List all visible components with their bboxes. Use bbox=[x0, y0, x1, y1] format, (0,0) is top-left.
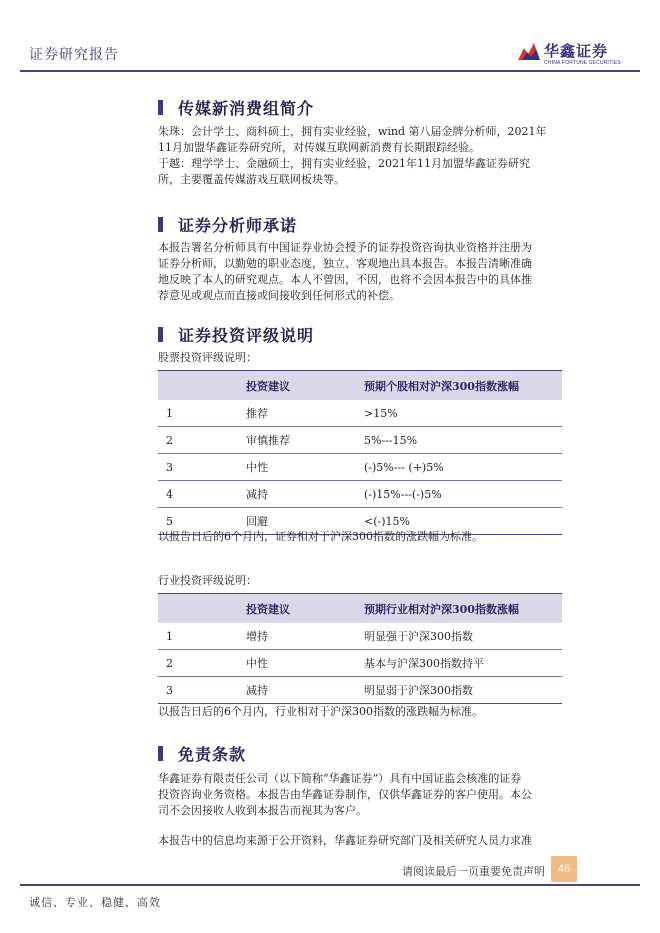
table-cell: (-)5%--- (+)5% bbox=[364, 454, 562, 481]
table-cell: 明显弱于沪深300指数 bbox=[364, 677, 562, 704]
section-title-text: 传媒新消费组简介 bbox=[178, 99, 315, 118]
text-line: 本报告署名分析师具有中国证券业协会授予的证券投资咨询执业资格并注册为 bbox=[158, 241, 532, 254]
table-header-row bbox=[158, 371, 562, 401]
table-cell: 中性 bbox=[246, 650, 364, 677]
text-line: 朱珠：会计学士、商科硕士，拥有实业经验，wind 第八届金牌分析师，2021年 bbox=[158, 125, 547, 138]
table-cell: 减持 bbox=[246, 677, 364, 704]
section-title-text: 免责条款 bbox=[178, 745, 247, 764]
table-header-cell: 投资建议 bbox=[246, 594, 364, 624]
table-cell: 1 bbox=[158, 400, 246, 427]
disclaimer-paragraph bbox=[158, 771, 563, 819]
section-marker bbox=[158, 327, 163, 342]
table-row bbox=[158, 623, 562, 650]
table-cell: 2 bbox=[158, 427, 246, 454]
table-cell: 基本与沪深300指数持平 bbox=[364, 650, 562, 677]
section-marker bbox=[158, 100, 163, 115]
stock-rating-note: 以报告日后的6个月内，证券相对于沪深300指数的涨跌幅为标准。 bbox=[158, 530, 483, 543]
table-cell: 增持 bbox=[246, 623, 364, 650]
table-row bbox=[158, 454, 562, 481]
text-line: 华鑫证券有限责任公司（以下简称“华鑫证券”）具有中国证监会核准的证券 bbox=[158, 772, 522, 785]
table-cell: 5 bbox=[158, 508, 246, 535]
table-cell: 回避 bbox=[246, 508, 364, 535]
stock-rating-table bbox=[158, 370, 562, 535]
table-cell: (-)15%---(-)5% bbox=[364, 481, 562, 508]
footer-divider bbox=[20, 884, 640, 886]
table-header-cell bbox=[158, 594, 246, 624]
company-logo bbox=[516, 40, 626, 68]
section-title-rating bbox=[158, 323, 314, 346]
table-cell: 推荐 bbox=[246, 400, 364, 427]
table-cell: 审慎推荐 bbox=[246, 427, 364, 454]
table-cell: 3 bbox=[158, 454, 246, 481]
header-divider bbox=[20, 70, 640, 72]
table-cell: 1 bbox=[158, 623, 246, 650]
section-title-team bbox=[158, 96, 314, 119]
section-title-commitment bbox=[158, 213, 297, 236]
text-line: 11月加盟华鑫证券研究所，对传媒互联网新消费有长期跟踪经验。 bbox=[158, 141, 480, 154]
text-line: 所，主要覆盖传媒游戏互联网板块等。 bbox=[158, 173, 345, 186]
table-row bbox=[158, 677, 562, 704]
table-header-cell: 预期行业相对沪深300指数涨幅 bbox=[364, 594, 562, 624]
text-line: 投资咨询业务资格。本报告由华鑫证券制作，仅供华鑫证券的客户使用。本公 bbox=[158, 788, 532, 801]
table-cell: 中性 bbox=[246, 454, 364, 481]
text-line: 本报告中的信息均来源于公开资料，华鑫证券研究部门及相关研究人员力求准 bbox=[158, 834, 532, 847]
table-cell: >15% bbox=[364, 400, 562, 427]
section-title-text: 证券投资评级说明 bbox=[178, 326, 315, 345]
disclaimer-reminder: 请阅读最后一页重要免责声明 bbox=[402, 865, 545, 878]
table-row bbox=[158, 481, 562, 508]
industry-rating-label: 行业投资评级说明： bbox=[158, 574, 257, 587]
table-cell: 减持 bbox=[246, 481, 364, 508]
table-header-row bbox=[158, 594, 562, 624]
section-title-text: 证券分析师承诺 bbox=[178, 216, 298, 235]
table-row bbox=[158, 427, 562, 454]
table-cell: 5%---15% bbox=[364, 427, 562, 454]
stock-rating-label: 股票投资评级说明： bbox=[158, 351, 257, 364]
table-row bbox=[158, 650, 562, 677]
table-row bbox=[158, 400, 562, 427]
table-cell: 明显强于沪深300指数 bbox=[364, 623, 562, 650]
team-intro-paragraph bbox=[158, 124, 563, 188]
section-marker bbox=[158, 746, 163, 761]
table-cell: 2 bbox=[158, 650, 246, 677]
industry-rating-note: 以报告日后的6个月内，行业相对于沪深300指数的涨跌幅为标准。 bbox=[158, 705, 483, 718]
text-line: 于越：理学学士、金融硕士，拥有实业经验，2021年11月加盟华鑫证券研究 bbox=[158, 157, 530, 170]
logo-text-cn: 华鑫证券 bbox=[544, 42, 609, 60]
page-number-badge: 46 bbox=[551, 856, 577, 882]
table-cell: 4 bbox=[158, 481, 246, 508]
industry-rating-table bbox=[158, 593, 562, 704]
section-marker bbox=[158, 217, 163, 232]
disclaimer-paragraph-2 bbox=[158, 833, 563, 849]
report-header-title: 证券研究报告 bbox=[29, 47, 119, 63]
commitment-paragraph bbox=[158, 240, 563, 304]
section-title-disclaimer bbox=[158, 742, 246, 765]
table-header-cell: 预期个股相对沪深300指数涨幅 bbox=[364, 371, 562, 401]
text-line: 司不会因接收人收到本报告而视其为客户。 bbox=[158, 804, 367, 817]
table-header-cell: 投资建议 bbox=[246, 371, 364, 401]
logo-text-en: CHINA FORTUNE SECURITIES bbox=[544, 60, 621, 66]
text-line: 证券分析师，以勤勉的职业态度，独立、客观地出具本报告。本报告清晰准确 bbox=[158, 257, 532, 270]
logo-mark-icon bbox=[516, 40, 542, 62]
footer-slogan: 诚信、专业、稳健、高效 bbox=[29, 896, 161, 909]
table-cell: 3 bbox=[158, 677, 246, 704]
table-cell: <(-)15% bbox=[364, 508, 562, 535]
table-header-cell bbox=[158, 371, 246, 401]
text-line: 荐意见或观点而直接或间接收到任何形式的补偿。 bbox=[158, 289, 400, 302]
text-line: 地反映了本人的研究观点。本人不曾因，不因，也将不会因本报告中的具体推 bbox=[158, 273, 532, 286]
